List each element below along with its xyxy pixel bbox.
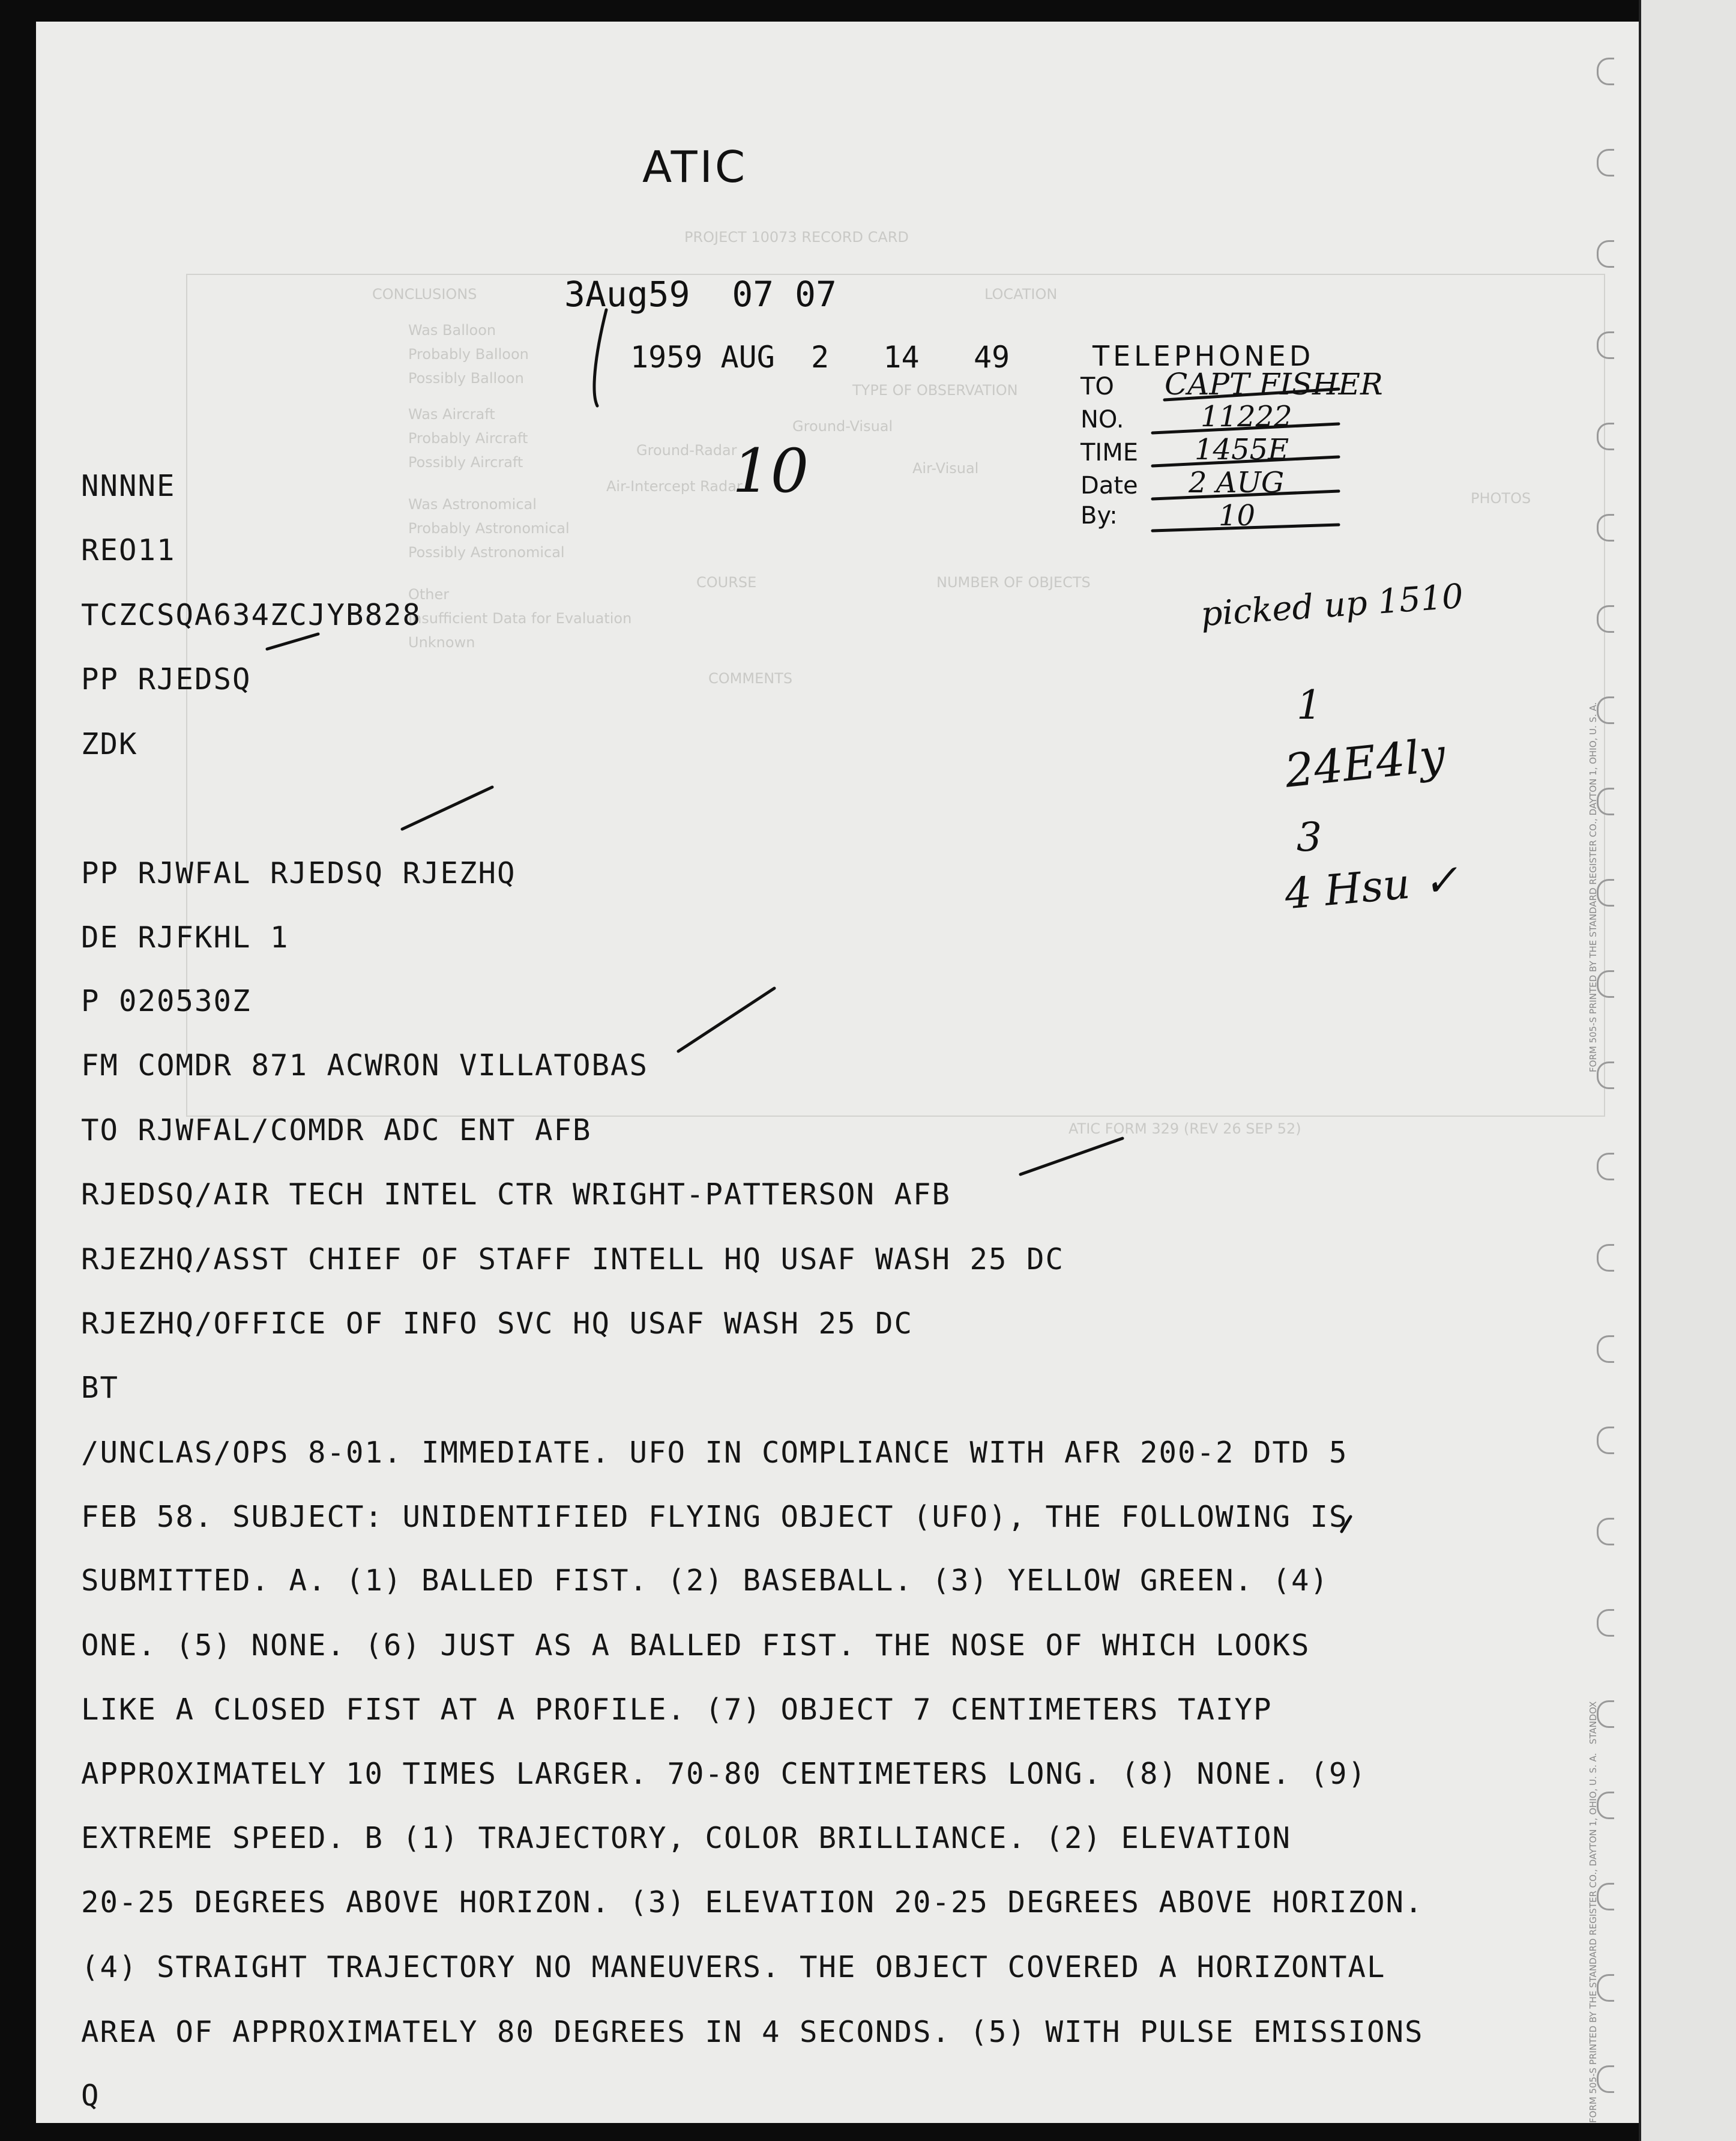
- telephoned-by-value: 10: [1219, 499, 1256, 533]
- handwritten-picked-up: picked up 1510: [1199, 576, 1465, 635]
- stamp-underline-no: [1153, 424, 1339, 433]
- telephoned-title: TELEPHONED: [1093, 340, 1315, 372]
- message-line: TO RJWFAL/COMDR ADC ENT AFB: [81, 1113, 592, 1147]
- bleed-comments: COMMENTS: [708, 670, 793, 687]
- message-line: RJEDSQ/AIR TECH INTEL CTR WRIGHT-PATTERSON AFB: [81, 1177, 951, 1212]
- received-stamp-2: 1959 AUG 2 14 49: [630, 340, 1010, 375]
- bleed-type-of-observation: TYPE OF OBSERVATION: [852, 382, 1018, 399]
- telephoned-by-label: By:: [1080, 502, 1118, 530]
- bleed-air-intercept-radar: Air-Intercept Radar: [606, 478, 743, 495]
- message-line: TCZCSQA634ZCJYB828: [81, 598, 422, 632]
- bleed-location: LOCATION: [984, 286, 1058, 303]
- bleed-probably-aircraft: Probably Aircraft: [408, 430, 528, 447]
- bleed-air-visual: Air-Visual: [912, 460, 979, 477]
- bleed-unknown: Unknown: [408, 634, 475, 651]
- telephoned-to-value: CAPT FISHER: [1165, 367, 1383, 402]
- message-line: FEB 58. SUBJECT: UNIDENTIFIED FLYING OBJECT (UFO), THE FOLLOWING IS: [81, 1500, 1348, 1534]
- bleed-probably-balloon: Probably Balloon: [408, 346, 529, 363]
- message-line: APPROXIMATELY 10 TIMES LARGER. 70-80 CENTIMETERS LONG. (8) NONE. (9): [81, 1757, 1367, 1791]
- handwritten-ten: 10: [732, 436, 809, 506]
- telephoned-date-label: Date: [1080, 472, 1138, 500]
- message-line: AREA OF APPROXIMATELY 80 DEGREES IN 4 SECONDS. (5) WITH PULSE EMISSIONS: [81, 2015, 1424, 2049]
- bleed-possibly-aircraft: Possibly Aircraft: [408, 454, 523, 471]
- received-stamp-1: 3Aug59 07 07: [564, 274, 837, 315]
- bleed-was-aircraft: Was Aircraft: [408, 406, 495, 423]
- handwritten-note-4: 4 Hsu ✓: [1282, 854, 1460, 919]
- teletype-document: [36, 22, 1639, 2123]
- telephoned-time-value: 1455E: [1195, 433, 1289, 467]
- stamp-underline-time: [1153, 457, 1339, 466]
- bleed-form-number: ATIC FORM 329 (REV 26 SEP 52): [1068, 1120, 1301, 1137]
- form-edge-strip: [1639, 0, 1736, 2141]
- message-line: P 020530Z: [81, 984, 252, 1018]
- check-mark-1: [267, 634, 318, 649]
- message-line: DE RJFKHL 1: [81, 920, 289, 955]
- message-line: ONE. (5) NONE. (6) JUST AS A BALLED FIST. THE NOSE OF WHICH LOOKS: [81, 1628, 1310, 1662]
- bleed-conclusions: CONCLUSIONS: [372, 286, 477, 303]
- telephoned-no-label: NO.: [1080, 406, 1124, 433]
- message-line: PP RJEDSQ: [81, 662, 252, 696]
- side-print-top: FORM 505-S PRINTED BY THE STANDARD REGISTER CO., DAYTON 1, OHIO, U. S. A.: [1588, 702, 1599, 1072]
- telephoned-no-value: 11222: [1201, 400, 1292, 433]
- telephoned-date-value: 2 AUG: [1189, 466, 1285, 500]
- stamp-underline-to: [1165, 389, 1339, 400]
- bleed-form-title: PROJECT 10073 RECORD CARD: [684, 229, 909, 246]
- bleed-probably-astronomical: Probably Astronomical: [408, 520, 570, 537]
- bleed-possibly-astronomical: Possibly Astronomical: [408, 544, 565, 561]
- bleed-ground-radar: Ground-Radar: [636, 442, 737, 459]
- handwritten-note-2: 24E4ly: [1282, 728, 1448, 798]
- handwritten-note-1: 1: [1297, 682, 1322, 728]
- message-line: SUBMITTED. A. (1) BALLED FIST. (2) BASEBALL. (3) YELLOW GREEN. (4): [81, 1563, 1330, 1598]
- check-mark-4: [1020, 1138, 1123, 1174]
- message-line: 20-25 DEGREES ABOVE HORIZON. (3) ELEVATION 20-25 DEGREES ABOVE HORIZON.: [81, 1885, 1424, 1919]
- stamp-underline-by: [1153, 525, 1339, 531]
- message-line: /UNCLAS/OPS 8-01. IMMEDIATE. UFO IN COMPLIANCE WITH AFR 200-2 DTD 5: [81, 1436, 1348, 1470]
- stamp-underline-date: [1153, 491, 1339, 499]
- message-line: PP RJWFAL RJEDSQ RJEZHQ: [81, 856, 516, 890]
- bleed-was-astronomical: Was Astronomical: [408, 496, 537, 513]
- check-mark-3: [678, 988, 774, 1051]
- perforation-rule: [1639, 0, 1641, 2141]
- atic-label: ATIC: [642, 142, 748, 192]
- bleed-photos: PHOTOS: [1471, 490, 1531, 507]
- bleed-insufficient-data: Insufficient Data for Evaluation: [408, 610, 632, 627]
- side-print-bottom: FORM 505-S PRINTED BY THE STANDARD REGISTER CO., DAYTON 1, OHIO, U. S. A. STANDOX: [1588, 1701, 1599, 2123]
- bleed-number-of-objects: NUMBER OF OBJECTS: [936, 574, 1091, 591]
- message-line: LIKE A CLOSED FIST AT A PROFILE. (7) OBJECT 7 CENTIMETERS TAIYP: [81, 1693, 1273, 1727]
- telephoned-to-label: TO: [1080, 373, 1114, 400]
- message-line: FM COMDR 871 ACWRON VILLATOBAS: [81, 1048, 649, 1083]
- message-line: (4) STRAIGHT TRAJECTORY NO MANEUVERS. THE OBJECT COVERED A HORIZONTAL: [81, 1950, 1386, 1984]
- message-line: Q: [81, 2079, 100, 2113]
- message-line: RJEZHQ/ASST CHIEF OF STAFF INTELL HQ USAF WASH 25 DC: [81, 1242, 1065, 1276]
- message-line: EXTREME SPEED. B (1) TRAJECTORY, COLOR BRILLIANCE. (2) ELEVATION: [81, 1821, 1292, 1855]
- check-mark-2: [402, 787, 492, 829]
- pen-mark-stamp-stroke: [594, 310, 606, 406]
- message-line: ZDK: [81, 727, 138, 761]
- message-line: REO11: [81, 533, 176, 567]
- message-line: RJEZHQ/OFFICE OF INFO SVC HQ USAF WASH 25 DC: [81, 1306, 914, 1341]
- bleed-possibly-balloon: Possibly Balloon: [408, 370, 524, 387]
- telephoned-time-label: TIME: [1080, 439, 1139, 467]
- bleed-was-balloon: Was Balloon: [408, 322, 496, 339]
- handwritten-note-3: 3: [1297, 814, 1322, 860]
- bleed-course: COURSE: [696, 574, 757, 591]
- bleed-ground-visual: Ground-Visual: [792, 418, 893, 435]
- message-line: NNNNE: [81, 469, 176, 503]
- bleed-other: Other: [408, 586, 450, 603]
- message-line: BT: [81, 1371, 119, 1405]
